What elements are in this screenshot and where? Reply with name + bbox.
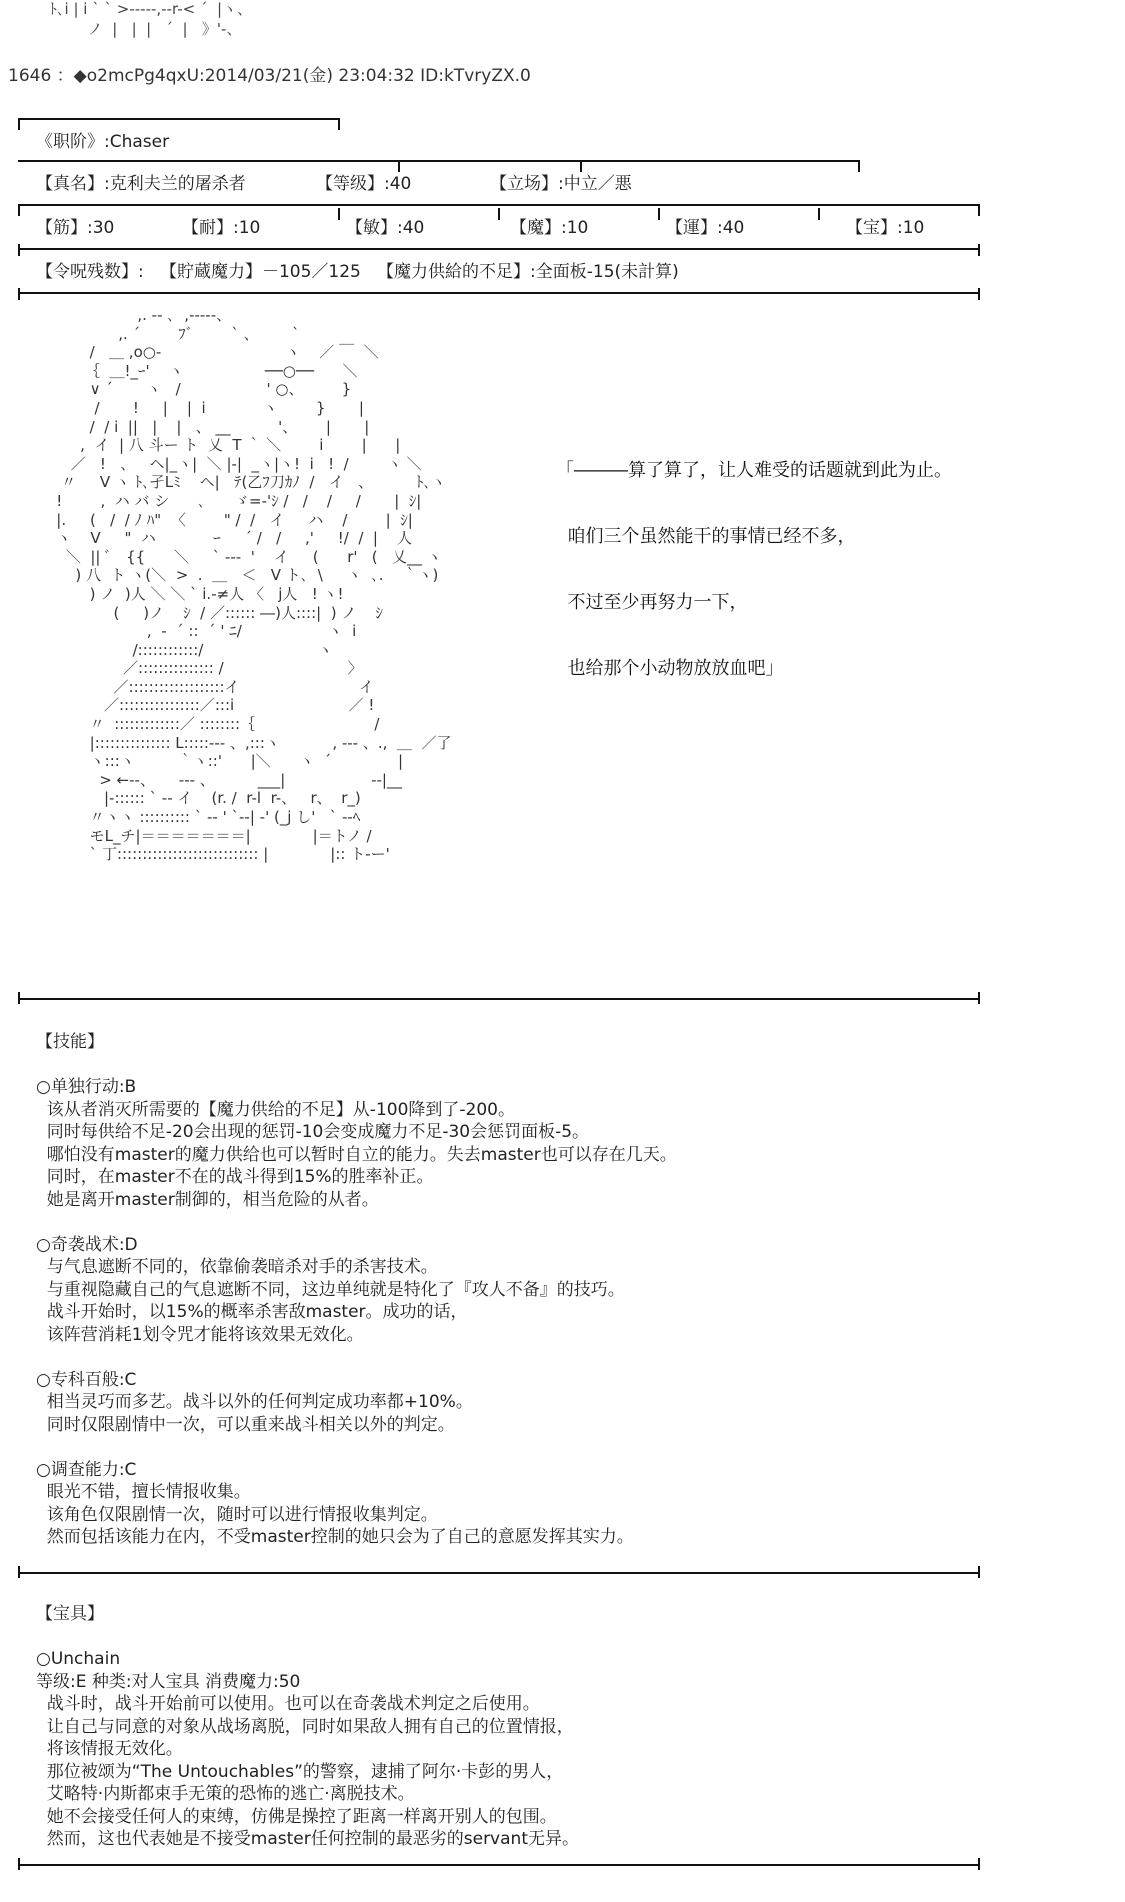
rule-3-tick-a: [18, 204, 20, 216]
np-list: [36, 1648, 579, 1851]
np-line: 然而，这也代表她是不接受master任何控制的最恶劣的servant无异。: [36, 1829, 579, 1849]
rule-bottom: [18, 1864, 980, 1866]
ascii-art-line: ヽ:::ヽ ｀ヽ::' |＼ ヽ ´ |: [42, 752, 404, 771]
ascii-art-line: , ‐ ´ :: ´ ' ﾆ/ ヽ i: [42, 622, 357, 641]
skills-list: [36, 1076, 677, 1549]
ascii-art-line: ` 丁:::::::::::::::::::::::::::: | |:: ト-ー': [42, 845, 390, 864]
ascii-art-line: ／::::::::::::::: / 〉: [42, 659, 363, 678]
stat-class: 《职阶》:Chaser: [36, 132, 170, 152]
stat-command-row: 【令呪残数】: 【貯蔵魔力】－105／125 【魔力供給的不足】:全面板-15(未計算): [36, 262, 679, 282]
dialogue-quote: [556, 416, 952, 702]
stat-luk: 【運】:40: [666, 218, 745, 238]
stat-level: 【等级】:40: [316, 174, 412, 194]
ascii-art-line: ＼ || ﾞ {{ ＼ ` ‐-- ' イ ( r' ( 乂__ ヽ: [42, 547, 442, 566]
np-line: 将该情报无效化。: [36, 1739, 183, 1759]
stat-end: 【耐】:10: [182, 218, 261, 238]
rule-2-tick-b: [580, 160, 582, 172]
rule-2-tick-a: [398, 160, 400, 172]
skill-line: [36, 1346, 677, 1369]
rule-5-tick-a: [18, 288, 20, 300]
ascii-art-line: ) 八 ト ヽ(＼ > . ＿ ＜ V ト､ \ ヽ ､. ｀ヽ): [42, 566, 439, 585]
rule-3-tick-b: [978, 204, 980, 216]
skill-line: 相当灵巧而多艺。战斗以外的任何判定成功率都+10%。: [36, 1392, 473, 1412]
ascii-art-line: /::::::::::::/ ヽ: [42, 640, 333, 659]
skill-line: 同时仅限剧情中一次，可以重来战斗相关以外的判定。: [36, 1414, 455, 1435]
rule-skills-top: [18, 998, 980, 1000]
np-line: 让自己与同意的对象从战场离脱，同时如果敌人拥有自己的位置情报，: [36, 1716, 574, 1737]
skill-line: [36, 1436, 677, 1459]
np-line: 战斗时，战斗开始前可以使用。也可以在奇袭战术判定之后使用。: [36, 1694, 540, 1714]
ascii-art-line: ! , ハ バ シ ､ ゞ=‐'ｼ / / / / | ｼ|: [42, 491, 422, 510]
rule-skills-tick-b: [978, 992, 980, 1004]
rule-1-tick-r: [338, 118, 340, 130]
skill-line: 哪怕没有master的魔力供给也可以暂时自立的能力。失去master也可以存在几天。: [36, 1144, 677, 1165]
skill-line: 与重视隐藏自己的气息遮断不同，这边单纯就是特化了『攻人不备』的技巧。: [36, 1279, 625, 1300]
skill-line: ○调查能力:C: [36, 1459, 137, 1480]
skill-line: 眼光不错，擅长情报收集。: [36, 1482, 251, 1502]
skill-line: 与气息遮断不同的，依靠偷袭暗杀对手的杀害技术。: [36, 1257, 438, 1277]
ascii-art-line: ／ ! 、 ヘ|_ヽ| ＼ |‐| _ヽ|ヽ! i ! / ヽ ＼: [42, 454, 422, 473]
rule-5: [18, 292, 980, 294]
ascii-art-line: ヽ V " ハ ｰ ´ / / ,' !/ / | 人: [42, 529, 413, 548]
ascii-art-line: ｛ ＿!_ｰ' ヽ ──○── ＼: [42, 361, 358, 380]
rule-1-tick: [18, 118, 20, 130]
quote-line-2: 咱们三个虽然能干的事情已经不多，: [556, 526, 856, 547]
rule-3-tick-e: [658, 208, 660, 220]
rule-np-top: [18, 1572, 980, 1574]
ascii-art-line: 〃 V ヽ ﾄ､孑Lﾐ ヘ| ﾃ(乙ﾌ刀ｶﾉ / イ 、 ﾄ､ヽ: [42, 473, 446, 492]
skill-line: [36, 1211, 677, 1234]
ascii-art-line: ,. ´ ﾌﾞ ` 、 `: [42, 324, 300, 343]
skill-line: 同时，在master不在的战斗得到15%的胜率补正。: [36, 1167, 434, 1187]
rule-3-tick-d: [498, 208, 500, 220]
stat-true-name: 【真名】:克利夫兰的屠杀者: [36, 174, 246, 194]
rule-4: [18, 248, 980, 250]
ascii-art-line: 〃 :::::::::::::／ ::::::::｛ /: [42, 715, 380, 734]
ascii-art-line: 〃ヽヽ :::::::::: ` ‐‐ ' `-‐| ‐' (_j し' ` ‐-ﾍ: [42, 808, 361, 827]
stat-np: 【宝】:10: [846, 218, 925, 238]
np-line: ○Unchain: [36, 1649, 121, 1669]
rule-3-tick-f: [818, 208, 820, 220]
quote-line-1: 「―――算了算了，让人难受的话题就到此为止。: [556, 460, 952, 481]
rule-bottom-tick-b: [978, 1858, 980, 1870]
rule-5-tick-b: [978, 288, 980, 300]
rule-skills-tick-a: [18, 992, 20, 1004]
np-header: 【宝具】: [36, 1604, 104, 1624]
ascii-art-line: / / i || | | 、 __ '、 | |: [42, 417, 370, 436]
skill-line: 该从者消灭所需要的【魔力供给的不足】从-100降到了-200。: [36, 1099, 515, 1120]
rule-4-tick-b: [978, 244, 980, 256]
np-line: 那位被颂为“The Untouchables”的警察，逮捕了阿尔·卡彭的男人，: [36, 1761, 564, 1782]
stat-str: 【筋】:30: [36, 218, 115, 238]
ascii-art-line: ／::::::::::::::::／:::i ／ !: [42, 696, 375, 715]
ascii-art-line: モL_チ|＝＝＝＝＝＝＝| |＝トノ /: [42, 826, 372, 845]
rule-1: [18, 118, 340, 120]
rule-2: [18, 160, 860, 162]
skill-line: ○奇袭战术:D: [36, 1234, 138, 1255]
np-line: 艾略特·内斯都束手无策的恐怖的逃亡·离脱技术。: [36, 1784, 415, 1804]
quote-line-4: 也给那个小动物放放血吧」: [556, 658, 784, 679]
skills-header: 【技能】: [36, 1032, 104, 1052]
ascii-art-line: ( )ノ ｼ / ／:::::: ―)人::::| ) ノ ｼ: [42, 603, 383, 622]
ascii-art-line: |-:::::: ` ‐‐ イ (r. / r-l r-、 r、 r_): [42, 789, 361, 808]
ascii-art-line: / ! | | i ヽ } |: [42, 398, 364, 417]
ascii-art-line: ∨ ´ ヽ / ' ○、 }: [42, 380, 352, 399]
ascii-art-line: |::::::::::::::: L:::::--- 、,:::ヽ , --- 、., ＿ ／了: [42, 733, 452, 752]
ascii-art-line: ／:::::::::::::::::::イ イ: [42, 677, 374, 696]
rule-np-tick-a: [18, 1566, 20, 1578]
rule-np-tick-b: [978, 1566, 980, 1578]
rule-3-tick-c: [338, 208, 340, 220]
skill-line: 该阵营消耗1划令咒才能将该效果无效化。: [36, 1324, 364, 1345]
top-art-line-1: ﾄ､i | i ˋ ` >-----,--r-< ˊ |ヽ、: [40, 0, 253, 18]
skill-line: 该角色仅限剧情一次，随时可以进行情报收集判定。: [36, 1504, 438, 1525]
ascii-art-line: / ＿ ,o○- ヽ ／ ￣ ＼: [42, 343, 379, 362]
rule-bottom-tick-a: [18, 1858, 20, 1870]
skill-line: 她是离开master制御的，相当危险的从者。: [36, 1189, 379, 1210]
post-header: 1646 ：◆o2mcPg4qxU:2014/03/21(金) 23:04:32 ID:kTvryZX.0: [8, 66, 531, 86]
stat-mag: 【魔】:10: [510, 218, 589, 238]
top-art-line-2: ノ | | | ˊ | 》'-、: [40, 20, 242, 38]
np-line: 她不会接受任何人的束缚，仿佛是操控了距离一样离开别人的包围。: [36, 1806, 557, 1827]
skill-line: 然而包括该能力在内，不受master控制的她只会为了自己的意愿发挥其实力。: [36, 1527, 634, 1547]
ascii-art-line: ,. -- ､ ,-----、: [42, 306, 232, 324]
stat-agi: 【敏】:40: [346, 218, 425, 238]
ascii-art-line: |. ( / / ﾉ ﾊ" 〈 " / / イ ハ / | ｼ|: [42, 510, 413, 529]
ascii-art-line: > ←--、 --- 、 ___| --|__: [42, 770, 402, 789]
ascii-art-line: ) ノ )人 ＼ ＼ ` i.-≠人 〈 j人 ! ヽ!: [42, 584, 344, 603]
rule-2-tick-c: [858, 160, 860, 172]
skill-line: 同时每供给不足-20会出现的惩罚-10会变成魔力不足-30会惩罚面板-5。: [36, 1122, 590, 1142]
rule-3: [18, 204, 980, 206]
skill-line: ○单独行动:B: [36, 1077, 137, 1097]
quote-line-3: 不过至少再努力一下，: [556, 592, 748, 613]
np-line: 等级:E 种类:对人宝具 消费魔力:50: [36, 1671, 301, 1692]
rule-4-tick-a: [18, 244, 20, 256]
skill-line: ○专科百般:C: [36, 1369, 137, 1390]
ascii-art-figure: [42, 306, 451, 864]
stat-alignment: 【立场】:中立／悪: [490, 174, 632, 194]
skill-line: 战斗开始时，以15%的概率杀害敌master。成功的话，: [36, 1302, 468, 1322]
ascii-art-line: , イ | 八 斗ー ト 乂 T ｀ ＼ i | |: [42, 436, 401, 455]
